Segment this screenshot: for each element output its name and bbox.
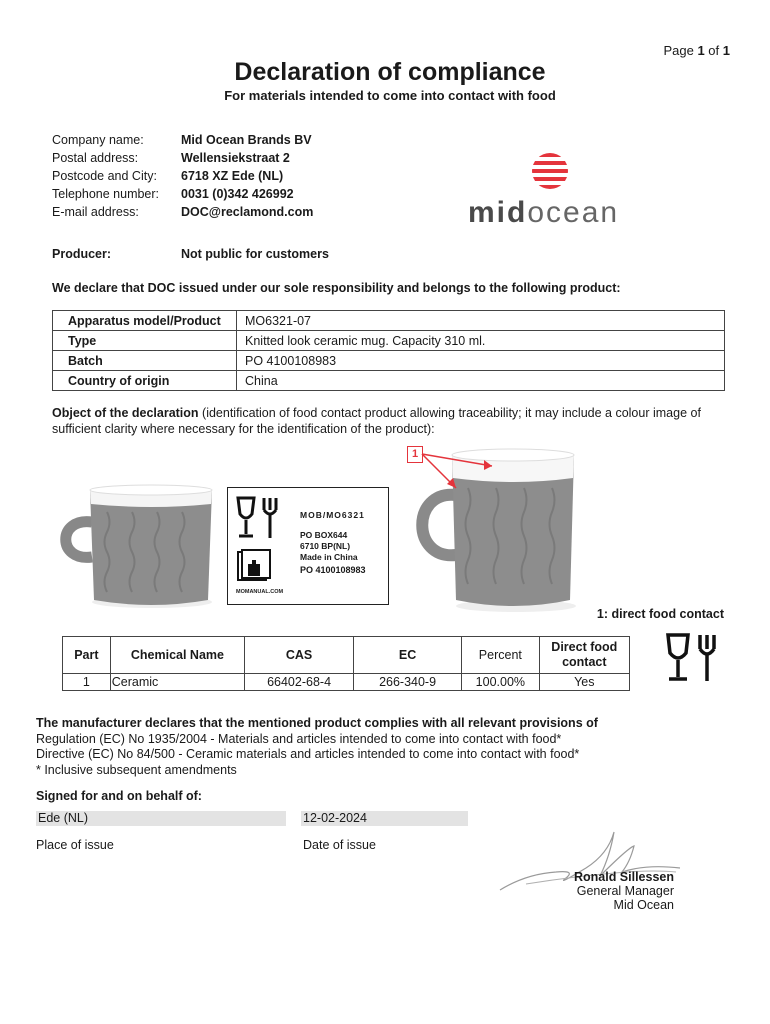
header-ec: EC xyxy=(354,637,462,674)
food-safe-glass-fork-icon xyxy=(234,496,284,540)
signatory-company: Mid Ocean xyxy=(613,898,674,912)
producer-label: Producer: xyxy=(52,247,112,261)
postal-address-value: Wellensiekstraat 2 xyxy=(181,151,290,165)
logo-wordmark: midocean xyxy=(468,196,620,229)
cell-direct: Yes xyxy=(539,674,629,691)
mug-left-icon xyxy=(52,462,222,612)
header-cas: CAS xyxy=(245,637,354,674)
product-value: PO 4100108983 xyxy=(237,351,725,371)
place-of-issue-label: Place of issue xyxy=(36,838,114,852)
manual-book-icon xyxy=(234,548,274,586)
signed-heading: Signed for and on behalf of: xyxy=(36,789,202,803)
product-value: Knitted look ceramic mug. Capacity 310 ml. xyxy=(237,331,725,351)
mug-photo-right xyxy=(406,440,581,620)
product-key: Type xyxy=(53,331,237,351)
company-name-label: Company name: xyxy=(52,133,144,147)
table-row xyxy=(63,674,630,691)
table-header-row xyxy=(63,637,630,674)
postcode-label: Postcode and City: xyxy=(52,169,157,183)
product-value: MO6321-07 xyxy=(237,311,725,331)
compliance-regulation: Regulation (EC) No 1935/2004 - Materials and articles intended to come into contact with food* xyxy=(36,731,562,746)
email-label: E-mail address: xyxy=(52,205,139,219)
compliance-note: * Inclusive subsequent amendments xyxy=(36,762,237,777)
company-name-value: Mid Ocean Brands BV xyxy=(181,133,312,147)
table-row xyxy=(53,311,725,331)
producer-value: Not public for customers xyxy=(181,247,329,261)
date-of-issue-label: Date of issue xyxy=(303,838,376,852)
mug-right-icon xyxy=(406,440,581,615)
header-percent: Percent xyxy=(462,637,539,674)
page-title: Declaration of compliance xyxy=(234,58,546,86)
object-of-declaration: Object of the declaration (identification of food contact product allowing traceability; it may include a colour image of sufficient clarity where necessary for the identification of the product): xyxy=(52,406,701,436)
signatory-name: Ronald Sillessen xyxy=(573,870,674,884)
compliance-directive: Directive (EC) No 84/500 - Ceramic materials and articles intended to come into contact with food* xyxy=(36,747,580,761)
page-subtitle: For materials intended to come into contact with food xyxy=(224,88,556,103)
callout-number: 1 xyxy=(407,446,423,463)
table-row xyxy=(53,331,725,351)
product-key: Apparatus model/Product xyxy=(53,311,237,331)
product-table xyxy=(52,310,725,391)
table-row xyxy=(53,351,725,371)
product-key: Country of origin xyxy=(53,371,237,391)
food-contact-symbol-icon xyxy=(664,633,724,683)
compliance-block xyxy=(36,716,598,778)
date-of-issue-value: 12-02-2024 xyxy=(301,811,468,826)
place-of-issue-value: Ede (NL) xyxy=(36,811,286,826)
declaration-intro: We declare that DOC issued under our sole responsibility and belongs to the following product: xyxy=(52,281,621,295)
label-footer: MOMANUAL.COM xyxy=(236,589,284,595)
direct-contact-caption: 1: direct food contact xyxy=(596,607,724,621)
mug-photo-left xyxy=(52,462,222,617)
midocean-logo xyxy=(468,152,638,234)
cell-cas: 66402-68-4 xyxy=(245,674,354,691)
postal-address-label: Postal address: xyxy=(52,151,139,165)
cell-part: 1 xyxy=(63,674,111,691)
telephone-label: Telephone number: xyxy=(52,187,160,201)
compliance-heading: The manufacturer declares that the mentioned product complies with all relevant provisions of xyxy=(36,716,598,730)
product-key: Batch xyxy=(53,351,237,371)
signatory-title: General Manager xyxy=(576,884,674,898)
cell-percent: 100.00% xyxy=(462,674,539,691)
label-batch: PO 4100108983 xyxy=(300,565,366,575)
header-chemical: Chemical Name xyxy=(110,637,244,674)
table-row xyxy=(53,371,725,391)
header-part: Part xyxy=(63,637,111,674)
cell-ec: 266-340-9 xyxy=(354,674,462,691)
product-label-box xyxy=(227,487,389,605)
product-value: China xyxy=(237,371,725,391)
email-value: DOC@reclamond.com xyxy=(181,205,314,219)
header-direct-contact: Direct food contact xyxy=(539,637,629,674)
cell-chemical: Ceramic xyxy=(110,674,244,691)
label-address: PO BOX644 6710 BP(NL) Made in China xyxy=(300,530,358,562)
page-number: Page 1 of 1 xyxy=(663,43,730,58)
telephone-value: 0031 (0)342 426992 xyxy=(181,187,294,201)
label-line-1: MOB/MO6321 xyxy=(300,510,365,520)
postcode-value: 6718 XZ Ede (NL) xyxy=(181,169,284,183)
chemical-table xyxy=(62,636,630,691)
